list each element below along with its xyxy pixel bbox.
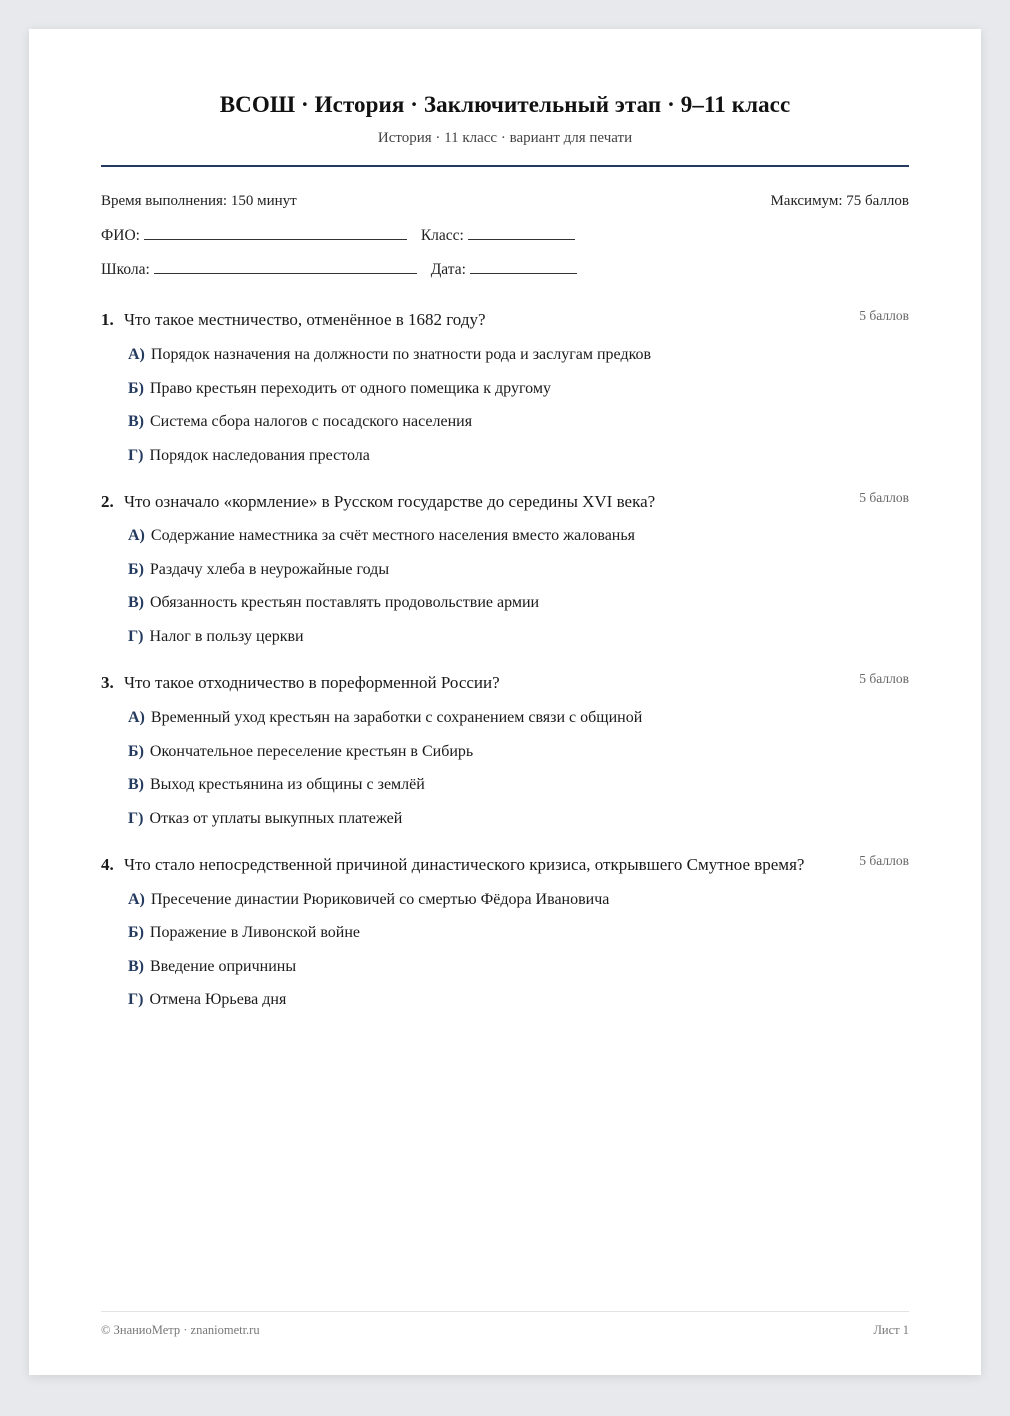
option-text: Окончательное переселение крестьян в Сибирь [149,743,474,760]
question-header [101,492,909,516]
question-text: Что такое местничество, отменённое в 1682 году? [124,310,486,329]
question-1 [101,308,909,464]
question-2 [101,490,909,645]
document-sheet [29,29,981,1375]
time-limit: Время выполнения: 150 минут [101,193,297,209]
option-text: Введение опричнины [150,958,297,975]
footer-divider [101,1311,909,1312]
sheet-content [101,29,909,1375]
option-text: Раздачу хлеба в неурожайные годы [149,561,390,578]
option-letter: Г) [128,810,144,827]
footer-copyright: © ЗнаниоМетр · znaniometr.ru [101,1323,260,1337]
question-points: 5 баллов [859,671,909,686]
option-text: Поражение в Ливонской войне [149,924,361,941]
page-title: ВСОШ · История · Заключительный этап · 9–11 класс [219,92,791,117]
fio-label: ФИО: [101,227,140,244]
question-4 [101,853,909,1008]
option-b [128,743,473,761]
option-letter: Б) [128,743,144,760]
option-text: Порядок назначения на должности по знатности рода и заслугам предков [150,346,652,363]
option-text: Содержание наместника за счёт местного населения вместо жалованья [150,527,636,544]
school-label: Школа: [101,261,150,278]
option-text: Пресечение династии Рюриковичей со смертью Фёдора Ивановича [150,891,610,908]
question-3 [101,671,909,827]
option-a [128,346,651,364]
date-line [470,259,577,274]
question-header [101,855,909,879]
option-letter: Б) [128,924,144,941]
option-letter: В) [128,413,144,430]
option-a [128,891,609,909]
option-letter: Г) [128,991,144,1008]
fio-line [144,225,407,240]
option-d [128,991,286,1009]
option-text: Выход крестьянина из общины с землёй [150,776,425,793]
option-letter: А) [128,527,145,544]
option-a [128,527,635,545]
option-d [128,810,402,828]
page-subtitle: История · 11 класс · вариант для печати [377,130,633,146]
option-text: Отмена Юрьева дня [149,991,287,1008]
option-text: Порядок наследования престола [149,447,370,464]
school-date-row [101,259,577,279]
option-c [128,958,296,976]
option-b [128,561,389,579]
option-letter: А) [128,709,145,726]
option-text: Право крестьян переходить от одного помещика к другому [149,380,551,397]
option-letter: А) [128,346,145,363]
page-number: Лист 1 [873,1323,909,1337]
option-letter: Г) [128,628,144,645]
question-number: 2. [101,492,114,511]
option-letter: В) [128,958,144,975]
question-text: Что означало «кормление» в Русском государстве до середины XVI века? [124,492,656,511]
option-text: Обязанность крестьян поставлять продовольствие армии [150,594,540,611]
option-letter: В) [128,776,144,793]
option-c [128,594,539,612]
option-letter: Г) [128,447,144,464]
option-c [128,776,425,794]
page-footer [101,1323,909,1338]
class-line [468,225,575,240]
fio-class-row [101,225,575,245]
option-text: Временный уход крестьян на заработки с сохранением связи с общиной [150,709,643,726]
option-d [128,628,304,646]
question-header [101,310,909,334]
question-points: 5 баллов [859,308,909,323]
question-header [101,673,909,697]
option-text: Отказ от уплаты выкупных платежей [149,810,403,827]
option-letter: А) [128,891,145,908]
date-label: Дата: [430,261,466,278]
option-text: Налог в пользу церкви [149,628,304,645]
option-letter: В) [128,594,144,611]
option-b [128,380,551,398]
option-a [128,709,642,727]
question-text: Что стало непосредственной причиной династического кризиса, открывшего Смутное время? [124,855,805,874]
option-letter: Б) [128,380,144,397]
meta-row [101,193,909,210]
question-points: 5 баллов [859,490,909,505]
option-letter: Б) [128,561,144,578]
max-score: Максимум: 75 баллов [770,193,909,209]
question-points: 5 баллов [859,853,909,868]
option-text: Система сбора налогов с посадского населения [150,413,473,430]
question-text: Что такое отходничество в пореформенной России? [124,673,500,692]
header-divider [101,165,909,167]
school-line [154,259,417,274]
option-c [128,413,472,431]
question-number: 4. [101,855,114,874]
option-d [128,447,370,465]
class-label: Класс: [420,227,464,244]
option-b [128,924,360,942]
question-number: 1. [101,310,114,329]
question-number: 3. [101,673,114,692]
